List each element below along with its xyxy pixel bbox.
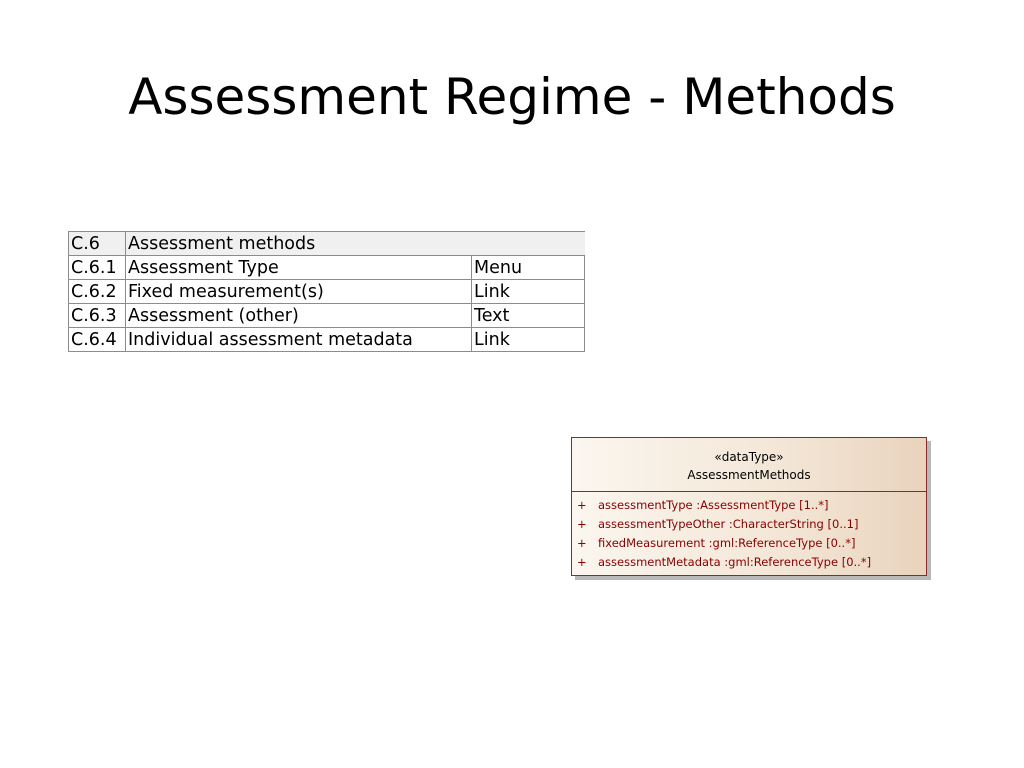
table-row bbox=[69, 328, 585, 352]
row-type: Text bbox=[472, 304, 585, 328]
section-title: Assessment methods bbox=[126, 232, 585, 256]
row-type: Menu bbox=[472, 256, 585, 280]
table-row bbox=[69, 256, 585, 280]
uml-attribute-text: assessmentMetadata :gml:ReferenceType [0..*] bbox=[598, 555, 872, 569]
uml-attribute bbox=[572, 515, 926, 534]
uml-stereotype: «dataType» bbox=[714, 450, 784, 464]
uml-attribute-text: assessmentTypeOther :CharacterString [0..1] bbox=[598, 517, 859, 531]
uml-attribute-text: fixedMeasurement :gml:ReferenceType [0..*] bbox=[598, 536, 856, 550]
row-code: C.6.3 bbox=[69, 304, 126, 328]
assessment-methods-table bbox=[68, 231, 585, 352]
slide-title: Assessment Regime - Methods bbox=[128, 68, 896, 126]
row-type: Link bbox=[472, 280, 585, 304]
uml-visibility: + bbox=[577, 555, 587, 569]
row-code: C.6.1 bbox=[69, 256, 126, 280]
uml-attribute bbox=[572, 553, 926, 572]
uml-attribute bbox=[572, 496, 926, 515]
row-label: Assessment (other) bbox=[126, 304, 472, 328]
table-section-row bbox=[69, 232, 585, 256]
uml-attribute bbox=[572, 534, 926, 553]
uml-visibility: + bbox=[577, 498, 587, 512]
row-label: Fixed measurement(s) bbox=[126, 280, 472, 304]
row-label: Assessment Type bbox=[126, 256, 472, 280]
uml-class-box bbox=[571, 437, 927, 576]
row-label: Individual assessment metadata bbox=[126, 328, 472, 352]
table-row bbox=[69, 280, 585, 304]
uml-class-name: AssessmentMethods bbox=[687, 468, 811, 482]
uml-attribute-list bbox=[572, 492, 926, 572]
row-type: Link bbox=[472, 328, 585, 352]
section-code: C.6 bbox=[69, 232, 126, 256]
row-code: C.6.2 bbox=[69, 280, 126, 304]
uml-attribute-text: assessmentType :AssessmentType [1..*] bbox=[598, 498, 829, 512]
table-row bbox=[69, 304, 585, 328]
row-code: C.6.4 bbox=[69, 328, 126, 352]
uml-visibility: + bbox=[577, 517, 587, 531]
uml-visibility: + bbox=[577, 536, 587, 550]
uml-class-header bbox=[572, 438, 926, 492]
